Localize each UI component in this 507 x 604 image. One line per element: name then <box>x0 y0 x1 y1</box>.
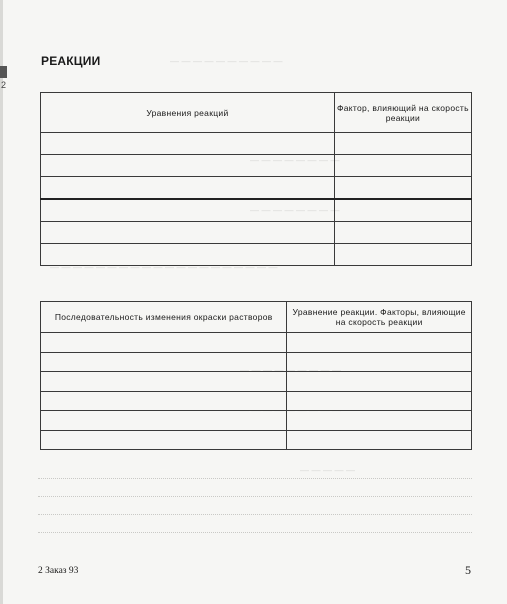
table-cell[interactable] <box>334 155 471 177</box>
table-cell[interactable] <box>334 222 471 244</box>
table-cell[interactable] <box>41 244 335 266</box>
header-color-sequence: Последовательность изменения окраски растворов <box>41 302 287 333</box>
table-cell[interactable] <box>287 391 472 411</box>
table-row <box>41 222 472 244</box>
answer-line <box>38 532 472 533</box>
table-row <box>41 177 472 200</box>
table-cell[interactable] <box>41 222 335 244</box>
page-edge <box>0 0 3 604</box>
binding-mark <box>0 66 7 78</box>
table-header-row <box>41 93 472 133</box>
table-row <box>41 244 472 266</box>
show-through-line: — — — — — — — — <box>250 155 340 165</box>
reaction-equations-table <box>40 92 472 266</box>
table-row <box>41 333 472 353</box>
table-cell[interactable] <box>287 411 472 431</box>
table-row <box>41 133 472 155</box>
table-cell[interactable] <box>287 430 472 450</box>
table-cell[interactable] <box>41 430 287 450</box>
header-equation-factors: Уравнение реакции. Факторы, влияющие на скорость реакции <box>287 302 472 333</box>
table-row <box>41 372 472 392</box>
show-through-line: — — — — — — — — — — <box>170 56 283 66</box>
table-cell[interactable] <box>41 352 287 372</box>
table-row <box>41 155 472 177</box>
answer-line <box>38 478 472 479</box>
table-cell[interactable] <box>334 199 471 222</box>
color-change-table <box>40 301 472 450</box>
footer-order-number: 2 Заказ 93 <box>38 566 79 576</box>
table-cell[interactable] <box>334 244 471 266</box>
table-header-row <box>41 302 472 333</box>
show-through-line: — — — — — — — — — <box>240 365 342 375</box>
table-row <box>41 352 472 372</box>
table-cell[interactable] <box>41 411 287 431</box>
table-cell[interactable] <box>41 333 287 353</box>
table-cell[interactable] <box>41 391 287 411</box>
show-through-line: — — — — — — — — — — — — — — — — — — — — <box>50 262 278 272</box>
show-through-line: — — — — — — — — <box>250 205 340 215</box>
table-row <box>41 391 472 411</box>
table-cell[interactable] <box>41 133 335 155</box>
table-cell[interactable] <box>41 199 335 222</box>
table-cell[interactable] <box>287 352 472 372</box>
table-row <box>41 199 472 222</box>
answer-line <box>38 514 472 515</box>
header-equations: Уравнения реакций <box>41 93 335 133</box>
table-row <box>41 411 472 431</box>
table-row <box>41 430 472 450</box>
table-cell[interactable] <box>287 333 472 353</box>
table-cell[interactable] <box>41 177 335 200</box>
section-title: РЕАКЦИИ <box>41 54 101 68</box>
side-number: 2 <box>1 80 7 90</box>
table-cell[interactable] <box>334 133 471 155</box>
page-number: 5 <box>465 563 471 577</box>
table-cell[interactable] <box>287 372 472 392</box>
table-cell[interactable] <box>334 177 471 200</box>
table-cell[interactable] <box>41 155 335 177</box>
show-through-line: — — — — — — — — — <box>240 405 342 415</box>
show-through-line: — — — — — <box>300 465 356 475</box>
table-cell[interactable] <box>41 372 287 392</box>
header-rate-factor: Фактор, влияющий на скорость реакции <box>334 93 471 133</box>
answer-line <box>38 496 472 497</box>
